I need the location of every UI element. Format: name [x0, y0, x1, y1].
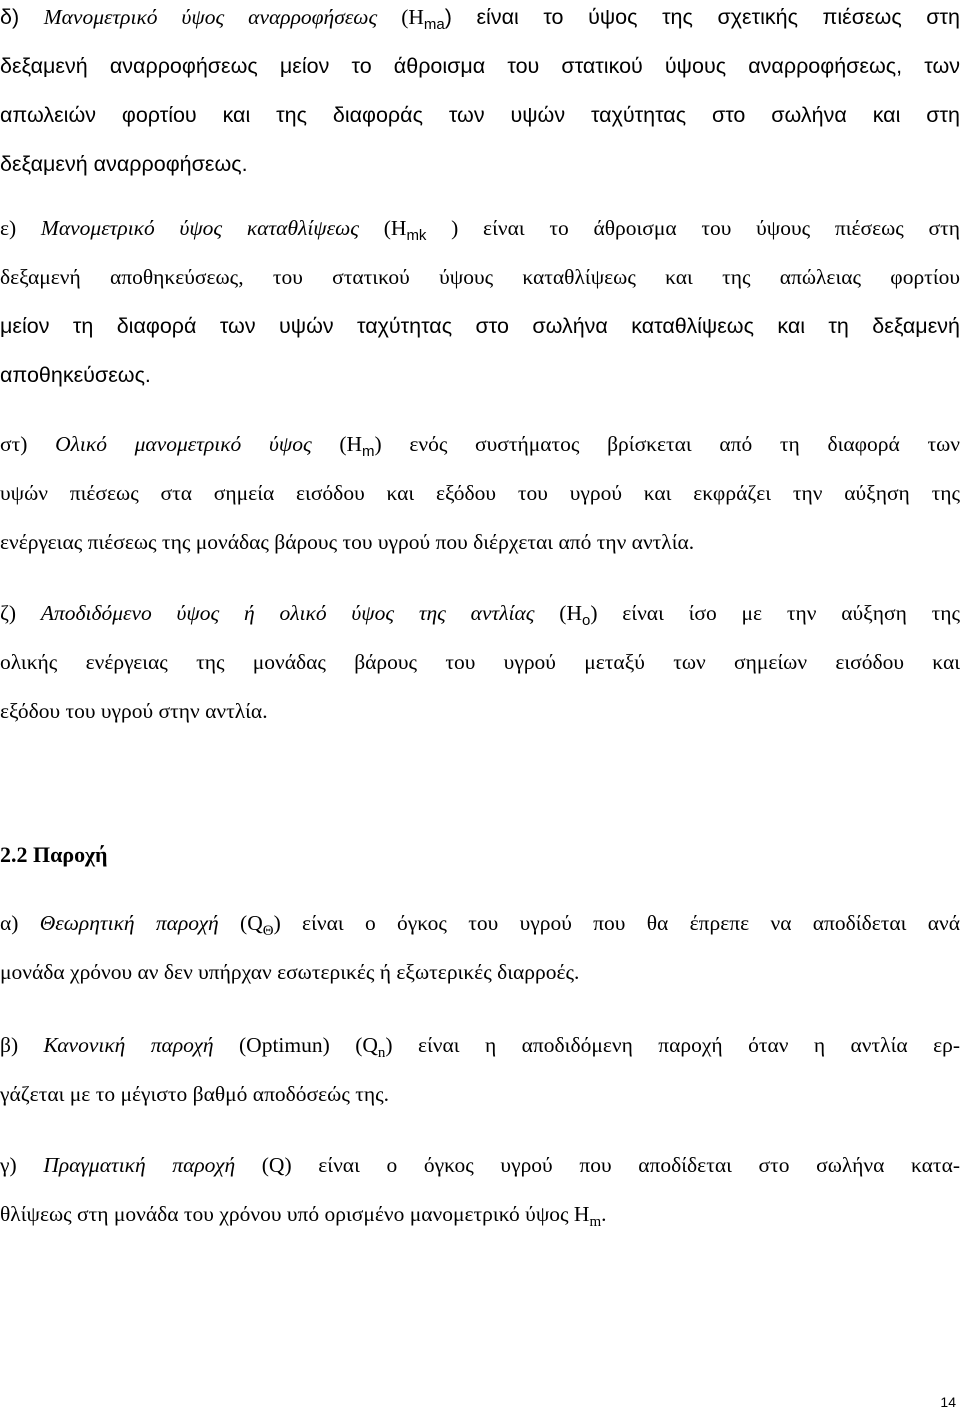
term-name: Μανομετρικό ύψος καταθλίψεως [40, 216, 360, 240]
text-line: ολικής ενέργειας της μονάδας βάρους του υγρού μεταξύ των σημείων εισόδου και [0, 650, 960, 674]
paragraph-alpha [0, 899, 960, 997]
item-label: στ) [0, 432, 56, 456]
paragraph-beta [0, 1021, 960, 1119]
text-segment: ) είναι το ύψος της σχετικής πιέσεως στη [444, 5, 960, 29]
term-name: Θεωρητική παροχή [39, 911, 219, 935]
symbol: (Q [218, 911, 263, 935]
term-name: Πραγματική παροχή [43, 1153, 236, 1177]
term-name: Ολικό μανομετρικό ύψος [55, 432, 312, 456]
text-segment: ) είναι το άθροισμα του ύψους πιέσεως στη [426, 216, 960, 240]
text-segment: ) ενός συστήματος βρίσκεται από τη διαφορά των [374, 432, 960, 456]
symbol-subscript: ma [423, 16, 445, 33]
symbol-subscript: m [362, 443, 375, 460]
text-line [0, 899, 960, 948]
text-line [0, 1021, 960, 1070]
text-line: δεξαμενή αναρροφήσεως. [0, 152, 248, 176]
text-segment: ) είναι ο όγκος του υγρού που θα έπρεπε να αποδίδεται ανά [273, 911, 960, 935]
item-label: γ) [0, 1153, 44, 1177]
item-label: ε) [0, 216, 41, 240]
text-line: απωλειών φορτίου και της διαφοράς των υψών ταχύτητας στο σωλήνα και στη [0, 103, 960, 127]
text-line: αποθηκεύσεως. [0, 363, 151, 387]
item-label: δ) [0, 5, 44, 29]
symbol-subscript: o [581, 612, 591, 629]
symbol-subscript: n [377, 1045, 386, 1061]
text-line [0, 420, 960, 469]
symbol: (Optimun) (Q [213, 1033, 378, 1057]
text-line: ενέργειας πιέσεως της μονάδας βάρους του υγρού που διέρχεται από την αντλία. [0, 530, 695, 554]
text-line [0, 204, 960, 253]
text-segment: θλίψεως στη μονάδα του χρόνου υπό ορισμένο μανομετρικό ύψος H [0, 1202, 590, 1226]
text-line: γάζεται με το μέγιστο βαθμό αποδόσεώς της. [0, 1082, 389, 1106]
text-line: υψών πιέσεως στα σημεία εισόδου και εξόδου του υγρού και εκφράζει την αύξηση της [0, 481, 960, 505]
text-line [0, 589, 960, 638]
paragraph-zeta [0, 589, 960, 736]
text-segment: ) είναι ίσο με την αύξηση της [590, 601, 960, 625]
paragraph-epsilon [0, 204, 960, 400]
paragraph-gamma [0, 1141, 960, 1239]
text-line: μονάδα χρόνου αν δεν υπήρχαν εσωτερικές ή εξωτερικές διαρροές. [0, 960, 580, 984]
item-label: ζ) [0, 601, 41, 625]
text-line: μείον τη διαφορά των υψών ταχύτητας στο σωλήνα καταθλίψεως και τη δεξαμενή [0, 314, 960, 338]
symbol: (H [534, 601, 582, 625]
text-segment: ) είναι η αποδιδόμενη παροχή όταν η αντλία ερ- [385, 1033, 960, 1057]
symbol: (H [311, 432, 363, 456]
item-label: α) [0, 911, 40, 935]
symbol-subscript: mk [406, 227, 427, 244]
term-name: Αποδιδόμενο ύψος ή ολικό ύψος της αντλίας [40, 601, 535, 625]
text-segment: (Q) είναι ο όγκος υγρού που αποδίδεται στο σωλήνα κατα- [235, 1153, 960, 1177]
symbol-subscript: Θ [262, 923, 274, 939]
term-name: Κανονική παροχή [43, 1033, 214, 1057]
page-number: 14 [940, 1394, 956, 1410]
term-name: Μανομετρικό ύψος αναρροφήσεως [43, 5, 378, 29]
symbol: (H [359, 216, 407, 240]
section-heading: 2.2 Παροχή [0, 842, 108, 867]
text-segment: . [601, 1202, 607, 1226]
text-line [0, 0, 960, 42]
text-line [0, 1190, 960, 1239]
paragraph-st [0, 420, 960, 567]
text-line [0, 1141, 960, 1190]
text-line: δεξαμενή αποθηκεύσεως, του στατικού ύψους καταθλίψεως και της απώλειας φορτίου [0, 265, 960, 289]
paragraph-delta [0, 0, 960, 189]
symbol: (H [377, 5, 424, 29]
item-label: β) [0, 1033, 44, 1057]
text-line: δεξαμενή αναρροφήσεως μείον το άθροισμα του στατικού ύψους αναρροφήσεως, των [0, 54, 960, 78]
text-line: εξόδου του υγρού στην αντλία. [0, 699, 268, 723]
symbol-subscript: m [589, 1214, 602, 1230]
